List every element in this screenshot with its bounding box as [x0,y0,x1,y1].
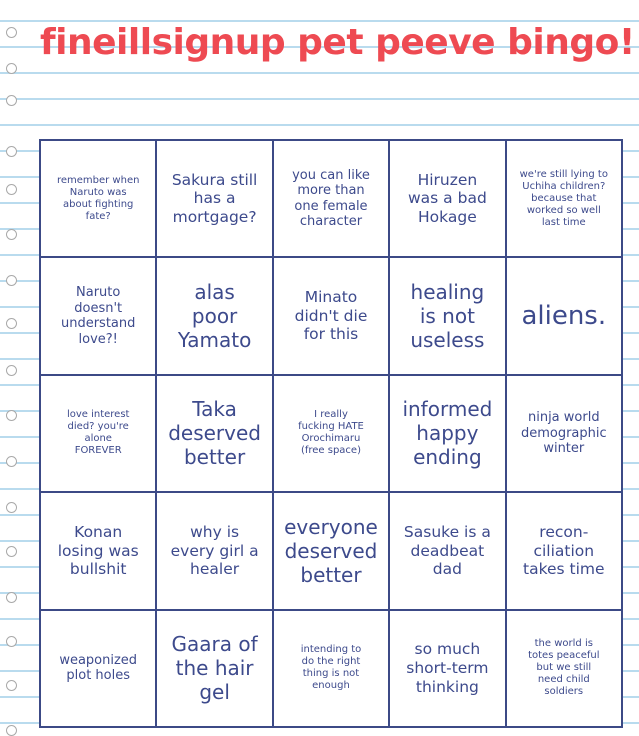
bingo-cell: Sakura still has a mortgage? [156,140,272,257]
binder-hole [6,184,17,195]
bingo-cell: everyone deserved better [273,492,389,609]
binder-hole [6,680,17,691]
binder-hole [6,63,17,74]
bingo-cell: so much short-term thinking [389,610,505,727]
bingo-cell: ninja world demographic winter [506,375,622,492]
bingo-cell: alas poor Yamato [156,257,272,374]
binder-hole [6,229,17,240]
bingo-cell: Konan losing was bullshit [40,492,156,609]
binder-hole [6,95,17,106]
bingo-grid [39,139,623,728]
binder-hole [6,410,17,421]
bingo-cell: weaponized plot holes [40,610,156,727]
binder-hole [6,592,17,603]
bingo-cell: Sasuke is a deadbeat dad [389,492,505,609]
binder-hole [6,502,17,513]
bingo-cell: Taka deserved better [156,375,272,492]
bingo-cell: remember when Naruto was about fighting fate? [40,140,156,257]
bingo-cell: you can like more than one female character [273,140,389,257]
binder-hole [6,318,17,329]
bingo-cell: healing is not useless [389,257,505,374]
binder-hole [6,275,17,286]
bingo-cell: Minato didn't die for this [273,257,389,374]
bingo-cell-free-space: I really fucking HATE Orochimaru (free space) [273,375,389,492]
bingo-cell: intending to do the right thing is not enough [273,610,389,727]
binder-hole [6,27,17,38]
bingo-cell: we're still lying to Uchiha children? because that worked so well last time [506,140,622,257]
binder-hole [6,456,17,467]
binder-hole [6,546,17,557]
binder-hole [6,146,17,157]
bingo-cell: Naruto doesn't understand love?! [40,257,156,374]
bingo-cell: aliens. [506,257,622,374]
notebook-binder-holes [6,0,22,735]
bingo-cell: Hiruzen was a bad Hokage [389,140,505,257]
page-title: fineillsignup pet peeve bingo! [40,22,635,63]
binder-hole [6,636,17,647]
bingo-cell: the world is totes peaceful but we still need child soldiers [506,610,622,727]
bingo-cell: recon- ciliation takes time [506,492,622,609]
bingo-cell: love interest died? you're alone FOREVER [40,375,156,492]
binder-hole [6,365,17,376]
binder-hole [6,725,17,736]
bingo-cell: Gaara of the hair gel [156,610,272,727]
bingo-cell: informed happy ending [389,375,505,492]
bingo-cell: why is every girl a healer [156,492,272,609]
